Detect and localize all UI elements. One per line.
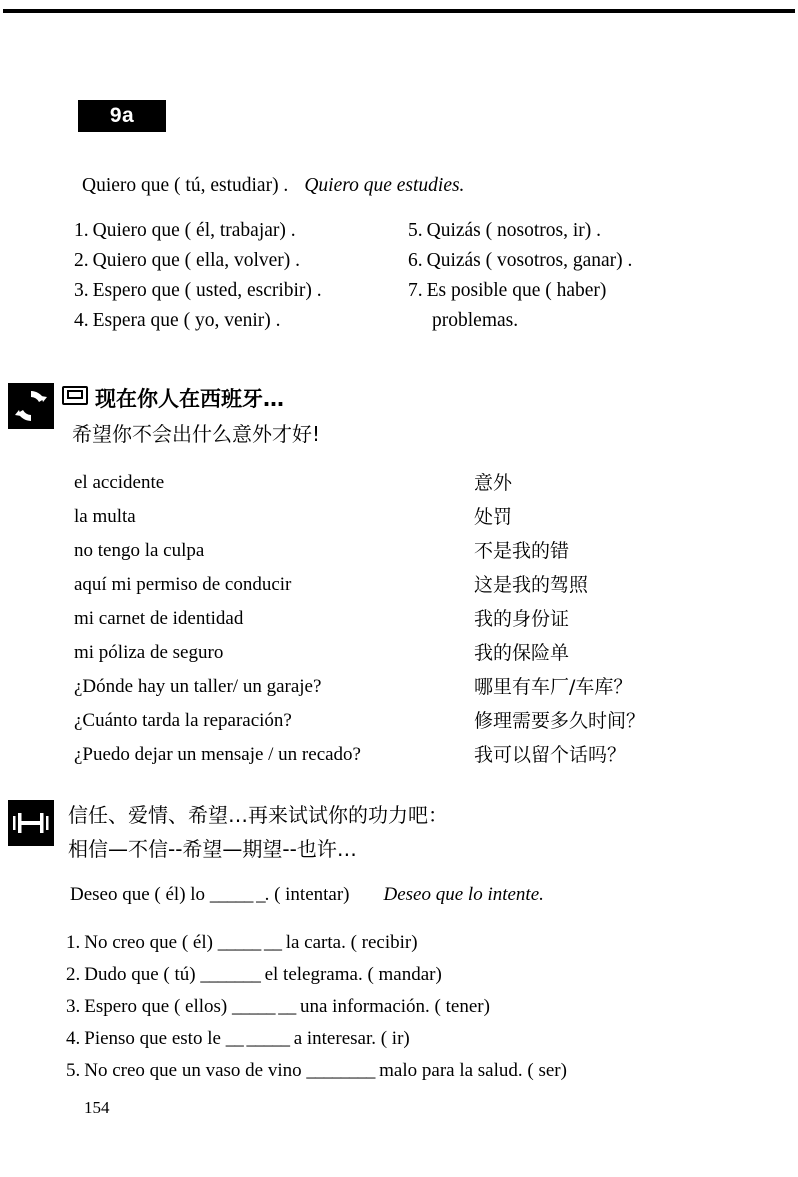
phrasebook-subheading: 希望你不会出什么意外才好! — [72, 422, 321, 446]
spanish-phrase: ¿Puedo dejar un mensaje / un recado? — [74, 744, 361, 765]
item-number: 1. — [74, 220, 89, 241]
item-suffix: a interesar. ( ir) — [288, 1028, 410, 1049]
list-item-continuation — [408, 306, 758, 336]
item-text: problemas. — [432, 310, 519, 331]
item-number: 4. — [66, 1028, 81, 1049]
item-number: 6. — [408, 250, 423, 271]
item-number: 2. — [74, 250, 89, 271]
chinese-translation: 这是我的驾照 — [474, 574, 589, 596]
section-9a-model-line — [82, 175, 464, 197]
item-number: 5. — [66, 1060, 81, 1081]
table-row — [74, 466, 774, 500]
exercise-model-line — [70, 884, 544, 906]
chinese-translation: 我可以留个话吗？ — [474, 744, 627, 766]
item-blank[interactable]: _____ __ — [217, 932, 281, 953]
list-item — [408, 216, 758, 246]
spanish-phrase: aquí mi permiso de conducir — [74, 574, 292, 595]
item-number: 3. — [66, 996, 81, 1017]
item-blank[interactable]: _____ __ — [231, 996, 296, 1017]
model-suffix: . ( intentar) — [264, 884, 350, 905]
model-prefix: Deseo que ( él) lo — [70, 884, 210, 905]
cassette-icon — [62, 386, 88, 405]
chinese-translation: 我的保险单 — [474, 642, 570, 664]
exercise-heading-line1: 信任、爱情、希望…再来试试你的功力吧： — [68, 803, 448, 827]
list-item — [74, 216, 404, 246]
item-number: 4. — [74, 310, 89, 331]
item-text: Quizás ( nosotros, ir) . — [426, 220, 602, 241]
item-text: Quiero que ( él, trabajar) . — [92, 220, 296, 241]
list-item — [66, 927, 766, 959]
item-suffix: la carta. ( recibir) — [280, 932, 418, 953]
phrasebook-heading — [62, 383, 284, 413]
model-blank: _____ _ — [209, 884, 265, 905]
list-item — [66, 1055, 766, 1087]
table-row — [74, 704, 774, 738]
dumbbell-icon — [8, 800, 54, 846]
item-prefix: Dudo que ( tú) — [84, 964, 201, 985]
item-prefix: Pienso que esto le — [84, 1028, 226, 1049]
list-item — [74, 306, 404, 336]
chinese-translation: 哪里有车厂/车库？ — [474, 676, 633, 698]
chinese-translation: 修理需要多久时间？ — [474, 710, 646, 732]
circle-arrows-icon — [8, 383, 54, 429]
chinese-translation: 不是我的错 — [474, 540, 570, 562]
model-answer: Quiero que estudies. — [304, 175, 465, 196]
section-9a-left-column — [74, 216, 404, 336]
table-row — [74, 500, 774, 534]
page-number: 154 — [84, 1098, 110, 1117]
section-tag-9a: 9a — [78, 100, 166, 132]
phrasebook-table — [74, 466, 774, 772]
phrasebook-heading-text: 现在你人在西班牙… — [95, 387, 284, 411]
exercise-heading-line2: 相信—不信--希望—期望--也许… — [68, 837, 357, 861]
list-item — [66, 1023, 766, 1055]
spanish-phrase: la multa — [74, 506, 136, 527]
table-row — [74, 568, 774, 602]
spanish-phrase: ¿Dónde hay un taller/ un garaje? — [74, 676, 322, 697]
table-row — [74, 670, 774, 704]
item-prefix: No creo que un vaso de vino — [84, 1060, 307, 1081]
item-suffix: el telegrama. ( mandar) — [259, 964, 442, 985]
page-top-rule — [3, 9, 795, 13]
spanish-phrase: no tengo la culpa — [74, 540, 205, 561]
table-row — [74, 602, 774, 636]
section-9a-right-column — [408, 216, 758, 336]
table-row — [74, 636, 774, 670]
item-prefix: Espero que ( ellos) — [84, 996, 232, 1017]
table-row — [74, 738, 774, 772]
item-text: Espero que ( usted, escribir) . — [92, 280, 322, 301]
list-item — [66, 991, 766, 1023]
item-suffix: una información. ( tener) — [295, 996, 490, 1017]
table-row — [74, 534, 774, 568]
item-number: 7. — [408, 280, 423, 301]
spanish-phrase: mi carnet de identidad — [74, 608, 244, 629]
list-item — [74, 246, 404, 276]
list-item — [408, 276, 758, 306]
chinese-translation: 我的身份证 — [474, 608, 570, 630]
item-number: 1. — [66, 932, 81, 953]
item-text: Espera que ( yo, venir) . — [92, 310, 281, 331]
item-blank[interactable]: ________ — [306, 1060, 375, 1081]
list-item — [74, 276, 404, 306]
model-prompt: Quiero que ( tú, estudiar) . — [82, 175, 289, 196]
item-number: 5. — [408, 220, 423, 241]
item-text: Es posible que ( haber) — [426, 280, 607, 301]
item-blank[interactable]: __ _____ — [225, 1028, 289, 1049]
item-prefix: No creo que ( él) — [84, 932, 218, 953]
model-answer: Deseo que lo intente. — [383, 884, 544, 905]
spanish-phrase: ¿Cuánto tarda la reparación? — [74, 710, 292, 731]
exercise-list — [66, 927, 766, 1087]
chinese-translation: 处罚 — [474, 506, 513, 528]
spanish-phrase: mi póliza de seguro — [74, 642, 224, 663]
list-item — [408, 246, 758, 276]
item-text: Quiero que ( ella, volver) . — [92, 250, 301, 271]
item-suffix: malo para la salud. ( ser) — [374, 1060, 567, 1081]
chinese-translation: 意外 — [474, 472, 513, 494]
item-text: Quizás ( vosotros, ganar) . — [426, 250, 633, 271]
item-number: 2. — [66, 964, 81, 985]
item-number: 3. — [74, 280, 89, 301]
spanish-phrase: el accidente — [74, 472, 165, 493]
item-blank[interactable]: _______ — [200, 964, 260, 985]
list-item — [66, 959, 766, 991]
